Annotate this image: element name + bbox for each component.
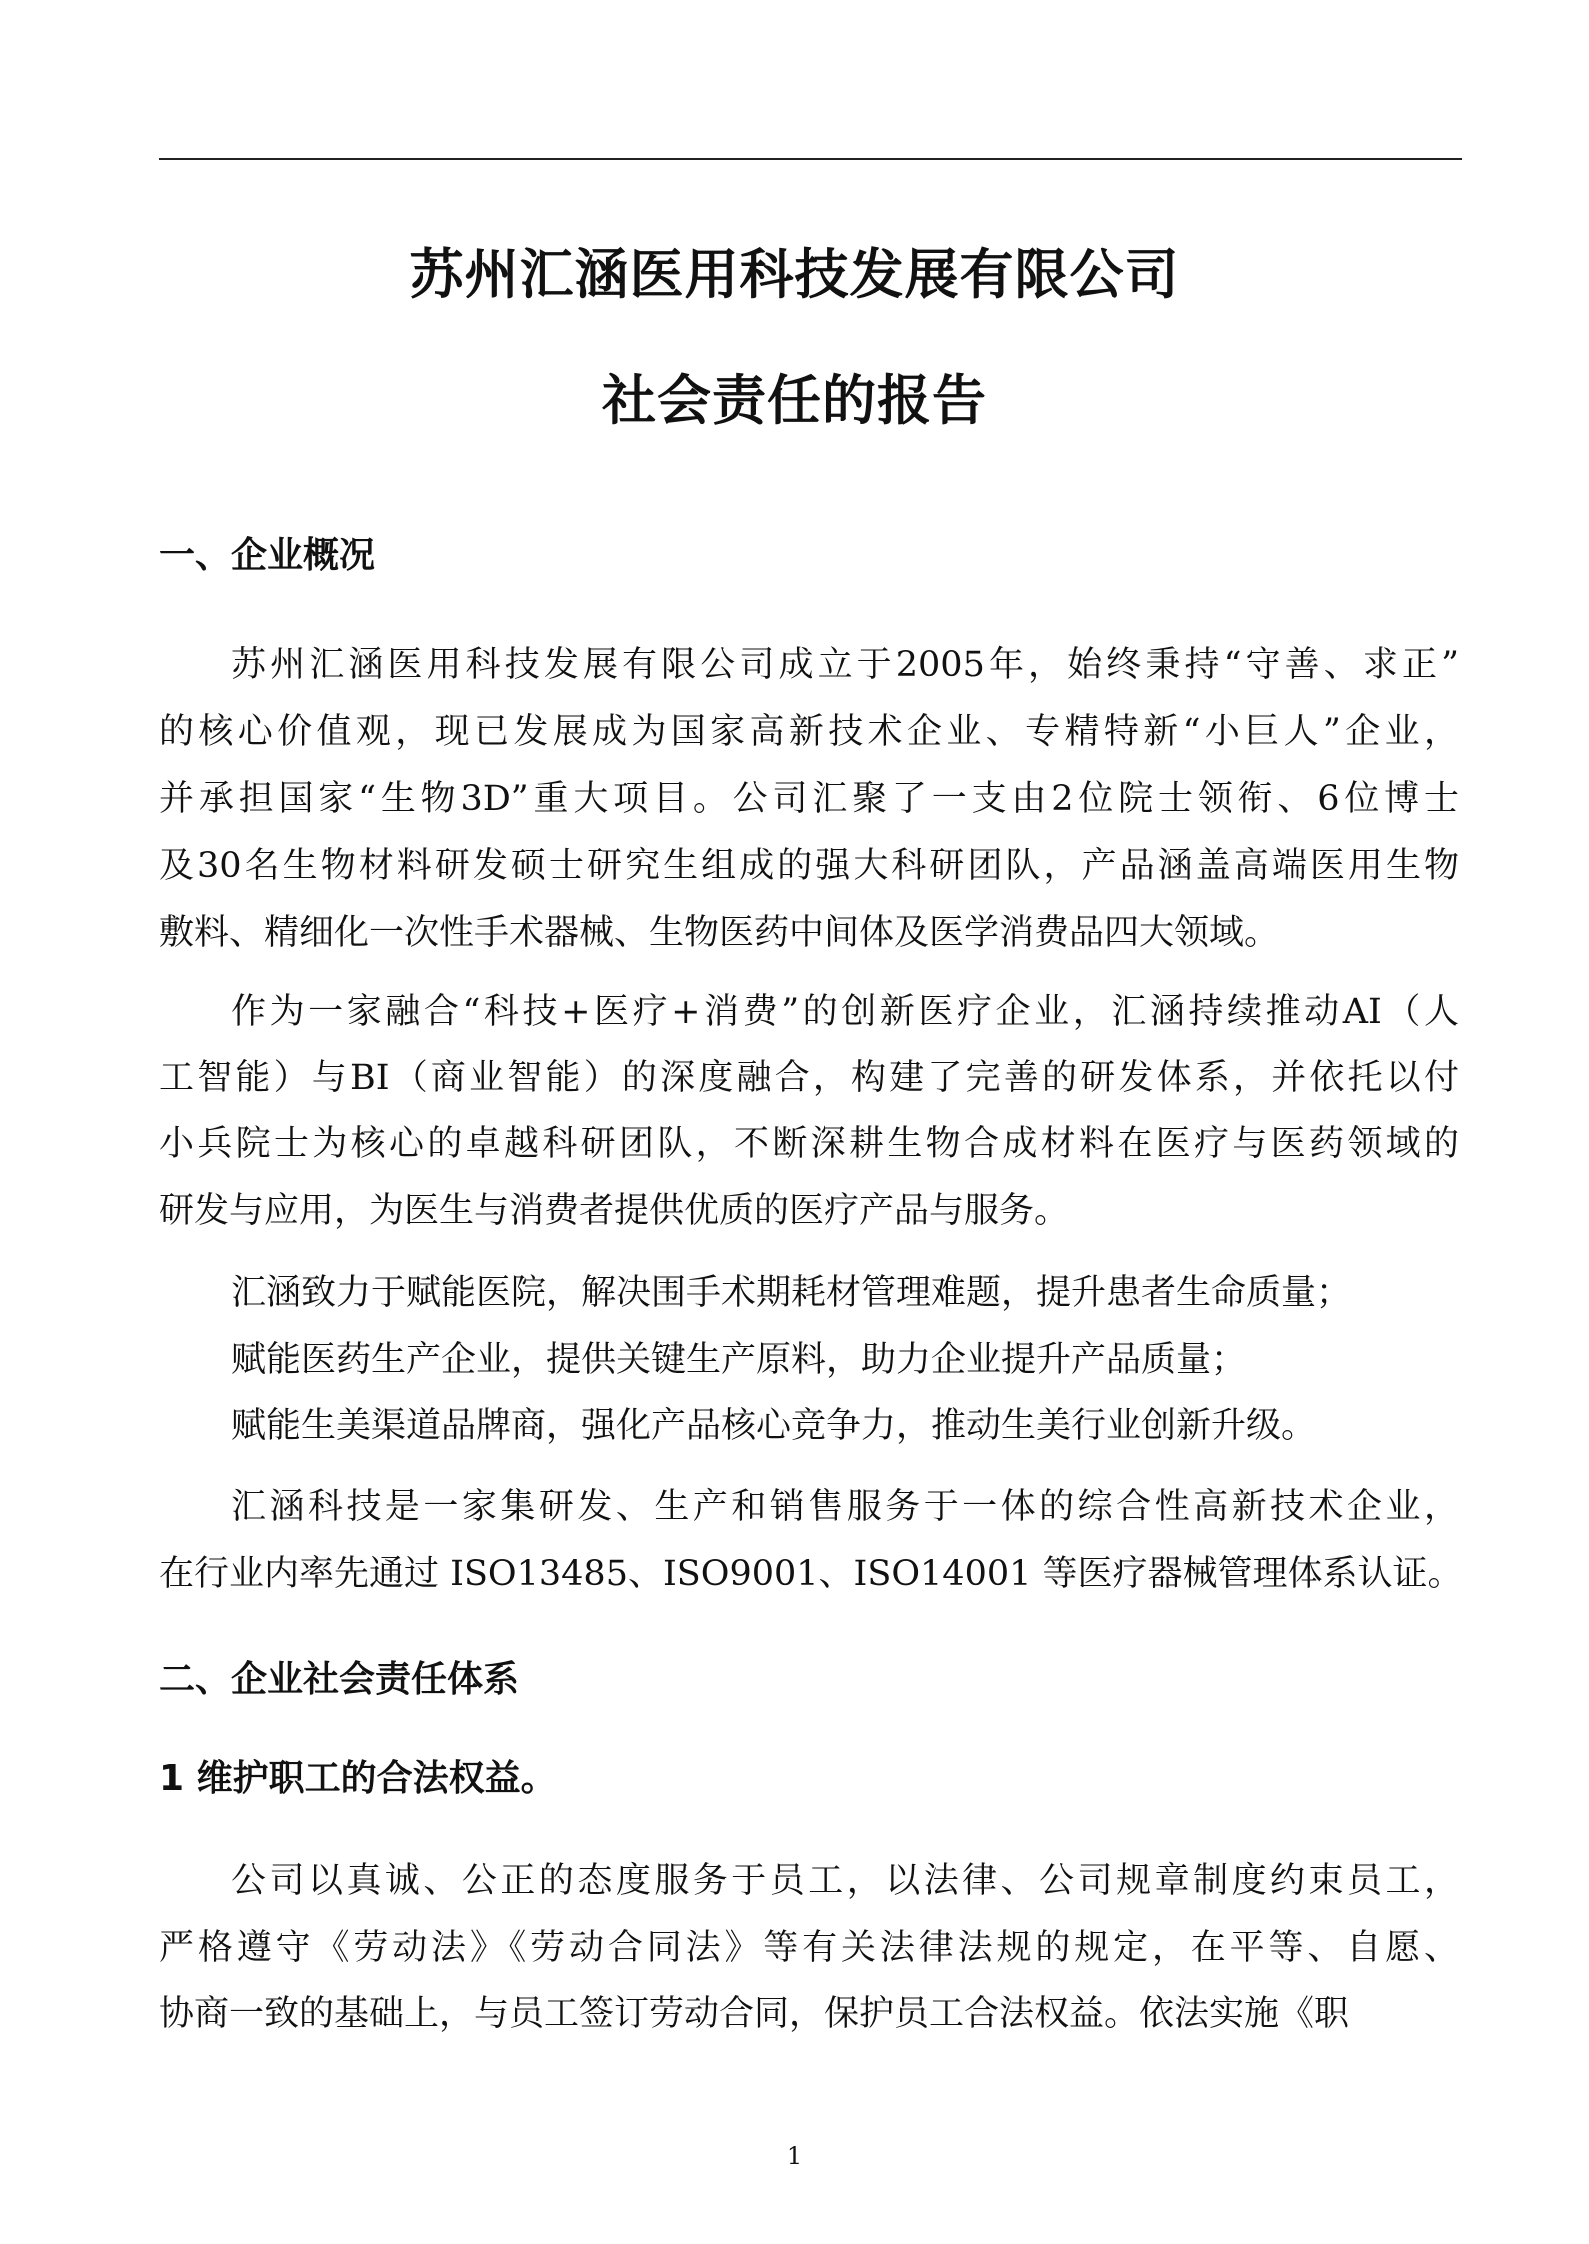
section1-heading: 一、企业概况 bbox=[159, 535, 376, 576]
paragraph-line: 公司以真诚、公正的态度服务于员工，以法律、公司规章制度约束员工， bbox=[231, 1861, 1459, 1901]
paragraph-line: 小兵院士为核心的卓越科研团队，不断深耕生物合成材料在医疗与医药领域的 bbox=[159, 1124, 1459, 1164]
paragraph-line: 赋能医药生产企业，提供关键生产原料，助力企业提升产品质量； bbox=[231, 1340, 1247, 1380]
paragraph-line: 赋能生美渠道品牌商，强化产品核心竞争力，推动生美行业创新升级。 bbox=[231, 1406, 1317, 1446]
paragraph-line: 协商一致的基础上，与员工签订劳动合同，保护员工合法权益。依法实施《职 bbox=[159, 1994, 1350, 2034]
paragraph-line: 汇涵致力于赋能医院，解决围手术期耗材管理难题，提升患者生命质量； bbox=[231, 1273, 1352, 1313]
paragraph-line: 并承担国家“生物3D”重大项目。公司汇聚了一支由2位院士领衔、6位博士 bbox=[159, 779, 1459, 819]
paragraph-line: 汇涵科技是一家集研发、生产和销售服务于一体的综合性高新技术企业， bbox=[231, 1487, 1459, 1527]
header-rule bbox=[159, 158, 1462, 160]
document-title-line1: 苏州汇涵医用科技发展有限公司 bbox=[409, 243, 1180, 306]
paragraph-line: 苏州汇涵医用科技发展有限公司成立于2005年，始终秉持“守善、求正” bbox=[231, 645, 1459, 685]
section2-subheading: 1 维护职工的合法权益。 bbox=[159, 1758, 557, 1799]
paragraph-line: 在行业内率先通过 ISO13485、ISO9001、ISO14001 等医疗器械管理体系认证。 bbox=[159, 1554, 1463, 1594]
paragraph-line: 的核心价值观，现已发展成为国家高新技术企业、专精特新“小巨人”企业， bbox=[159, 712, 1459, 752]
section2-heading: 二、企业社会责任体系 bbox=[159, 1659, 520, 1700]
paragraph-line: 作为一家融合“科技+医疗+消费”的创新医疗企业，汇涵持续推动AI（人 bbox=[231, 992, 1459, 1032]
page-number: 1 bbox=[786, 2142, 803, 2170]
paragraph-line: 敷料、精细化一次性手术器械、生物医药中间体及医学消费品四大领域。 bbox=[159, 913, 1280, 953]
paragraph-line: 严格遵守《劳动法》《劳动合同法》等有关法律法规的规定，在平等、自愿、 bbox=[159, 1928, 1459, 1968]
paragraph-line: 工智能）与BI（商业智能）的深度融合，构建了完善的研发体系，并依托以付 bbox=[159, 1058, 1459, 1098]
paragraph-line: 及30名生物材料研发硕士研究生组成的强大科研团队，产品涵盖高端医用生物 bbox=[159, 846, 1459, 886]
paragraph-line: 研发与应用，为医生与消费者提供优质的医疗产品与服务。 bbox=[159, 1191, 1070, 1231]
document-title-line2: 社会责任的报告 bbox=[602, 369, 987, 432]
